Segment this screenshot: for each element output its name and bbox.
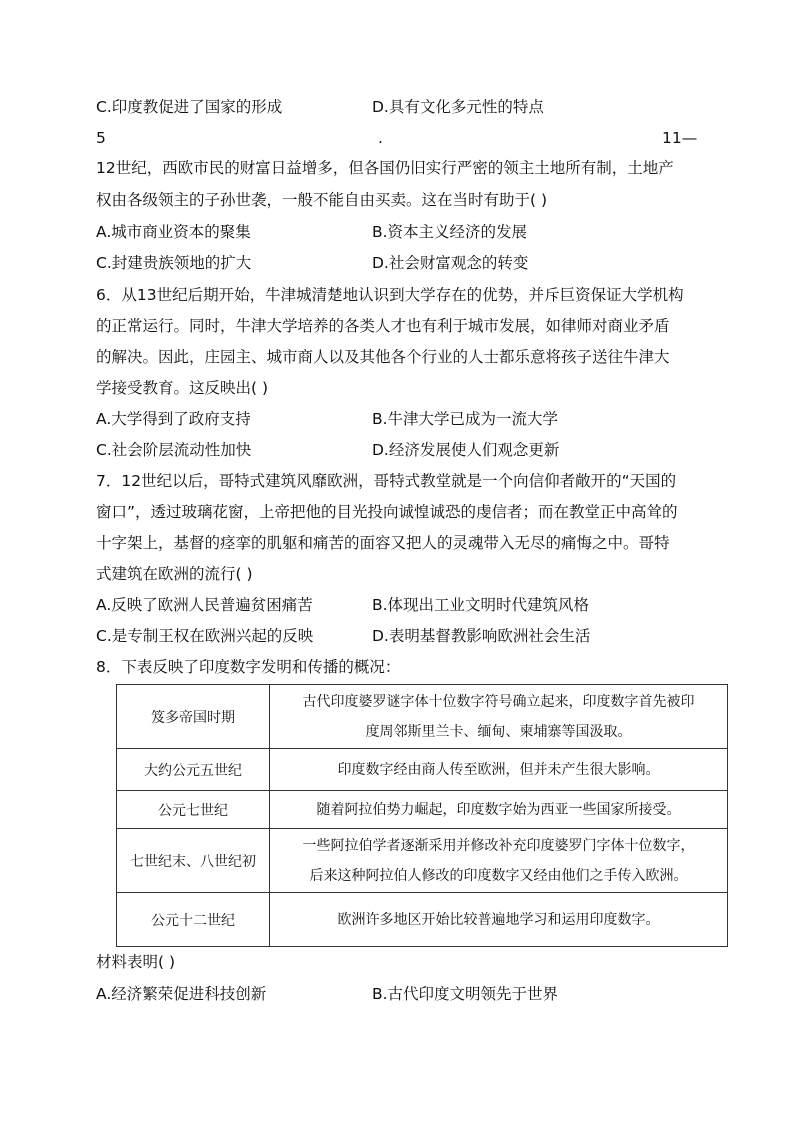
q5-stem-line-2: 权由各级领主的子孙世袭，一般不能自由买卖。这在当时有助于( ) bbox=[96, 191, 548, 209]
table-period-cell: 七世纪末、八世纪初 bbox=[117, 829, 270, 893]
q6-option-a: A.大学得到了政府支持 bbox=[96, 410, 251, 428]
q7-stem-line-1: 7．12世纪以后，哥特式建筑风靡欧洲，哥特式教堂就是一个向信仰者敞开的“天国的 bbox=[96, 472, 677, 490]
q5-stem-line-1: 12世纪，西欧市民的财富日益增多，但各国仍旧实行严密的领主土地所有制，土地产 bbox=[96, 159, 674, 177]
q7-stem-line-3: 十字架上，基督的痉挛的肌躯和痛苦的面容又把人的灵魂带入无尽的痛悔之中。哥特 bbox=[96, 534, 670, 552]
q5-option-d: D.社会财富观念的转变 bbox=[372, 254, 529, 272]
table-row bbox=[117, 893, 728, 947]
table-desc-cell: 印度数字经由商人传至欧洲，但并未产生很大影响。 bbox=[270, 749, 728, 791]
table-desc-line: 后来这种阿拉伯人修改的印度数字又经由他们之手传入欧洲。 bbox=[309, 867, 688, 884]
q5-dot: . bbox=[378, 129, 383, 147]
q8-option-b: B.古代印度文明领先于世界 bbox=[372, 985, 559, 1003]
q5-century-start: 11— bbox=[662, 129, 698, 147]
q6-stem-line-1: 6．从13世纪后期开始，牛津城清楚地认识到大学存在的优势，并斥巨资保证大学机构 bbox=[96, 286, 684, 304]
q4-option-d: D.具有文化多元性的特点 bbox=[372, 98, 544, 116]
q5-option-c: C.封建贵族领地的扩大 bbox=[96, 254, 252, 272]
q5-number: 5 bbox=[96, 129, 106, 147]
q6-option-b: B.牛津大学已成为一流大学 bbox=[372, 410, 559, 428]
table-desc-cell: 欧洲许多地区开始比较普遍地学习和运用印度数字。 bbox=[270, 893, 728, 947]
table-desc-line: 一些阿拉伯学者逐渐采用并修改补充印度婆罗门字体十位数字， bbox=[302, 837, 695, 854]
q6-stem-line-2: 的正常运行。同时，牛津大学培养的各类人才也有利于城市发展，如律师对商业矛盾 bbox=[96, 317, 670, 335]
table-desc-cell: 随着阿拉伯势力崛起，印度数字始为西亚一些国家所接受。 bbox=[270, 791, 728, 829]
table-desc-line: 古代印度婆罗谜字体十位数字符号确立起来，印度数字首先被印 bbox=[302, 693, 695, 710]
table-row bbox=[117, 685, 728, 749]
q7-stem-line-4: 式建筑在欧洲的流行( ) bbox=[96, 565, 253, 583]
table-desc-cell bbox=[270, 685, 728, 749]
q8-option-a: A.经济繁荣促进科技创新 bbox=[96, 985, 267, 1003]
table-period-cell: 公元七世纪 bbox=[117, 791, 270, 829]
table-row bbox=[117, 829, 728, 893]
q7-stem-line-2: 窗口”，透过玻璃花窗，上帝把他的目光投向诚惶诚恐的虔信者；而在教堂正中高耸的 bbox=[96, 503, 678, 521]
q5-option-a: A.城市商业资本的聚集 bbox=[96, 223, 251, 241]
q6-stem-line-3: 的解决。因此，庄园主、城市商人以及其他各个行业的人士都乐意将孩子送往牛津大 bbox=[96, 348, 670, 366]
q7-option-c: C.是专制王权在欧洲兴起的反映 bbox=[96, 627, 314, 645]
table-period-cell: 公元十二世纪 bbox=[117, 893, 270, 947]
q7-option-d: D.表明基督教影响欧洲社会生活 bbox=[372, 627, 591, 645]
q6-stem-line-4: 学接受教育。这反映出( ) bbox=[96, 379, 269, 397]
table-desc-cell bbox=[270, 829, 728, 893]
table-period-cell: 大约公元五世纪 bbox=[117, 749, 270, 791]
table-period-cell: 笈多帝国时期 bbox=[117, 685, 270, 749]
table-desc-line: 度周邻斯里兰卡、缅甸、柬埔寨等国汲取。 bbox=[365, 723, 632, 740]
q7-option-b: B.体现出工业文明时代建筑风格 bbox=[372, 596, 590, 614]
q7-option-a: A.反映了欧洲人民普遍贫困痛苦 bbox=[96, 596, 313, 614]
india-numerals-table bbox=[116, 684, 728, 947]
q4-option-c: C.印度教促进了国家的形成 bbox=[96, 98, 283, 116]
q8-intro: 8．下表反映了印度数字发明和传播的概况： bbox=[96, 658, 401, 676]
table-row bbox=[117, 749, 728, 791]
q8-conclusion: 材料表明( ) bbox=[96, 953, 176, 971]
q5-option-b: B.资本主义经济的发展 bbox=[372, 223, 528, 241]
q6-option-d: D.经济发展使人们观念更新 bbox=[372, 441, 560, 459]
q6-option-c: C.社会阶层流动性加快 bbox=[96, 441, 252, 459]
table-row bbox=[117, 791, 728, 829]
